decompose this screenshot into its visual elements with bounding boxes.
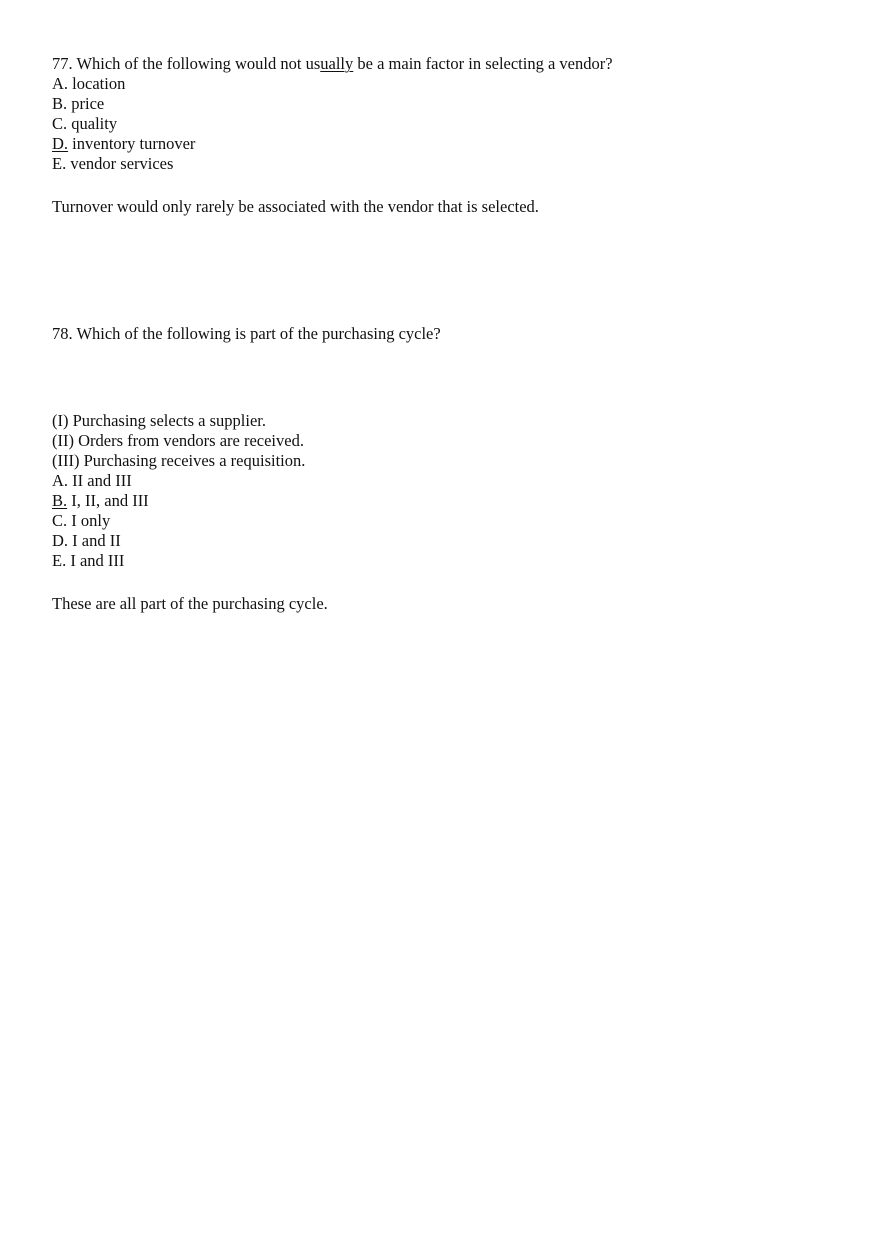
question-78-option-a (52, 471, 852, 491)
question-77-option-e (52, 154, 852, 174)
option-marker: A. (52, 471, 69, 490)
option-marker: B. (52, 94, 68, 113)
option-text: quality (67, 114, 118, 133)
question-77-stem-underlined: ually (320, 54, 354, 73)
option-text: I, II, and III (67, 491, 149, 510)
option-text: I and II (68, 531, 121, 550)
option-text: vendor services (66, 154, 174, 173)
option-text: I only (67, 511, 111, 530)
correct-option-marker: D. (52, 134, 69, 153)
question-77-stem-prefix: 77. Which of the following would not us (52, 54, 321, 73)
question-78-stem: 78. Which of the following is part of the purchasing cycle? (52, 324, 441, 343)
option-marker: C. (52, 114, 68, 133)
option-marker: C. (52, 511, 68, 530)
option-text: inventory turnover (68, 134, 196, 153)
question-77-option-c (52, 114, 852, 134)
question-78-statement-3: (III) Purchasing receives a requisition. (52, 451, 306, 470)
question-78-body (52, 411, 852, 614)
option-marker: A. (52, 74, 69, 93)
question-78-option-b (52, 491, 852, 511)
option-marker: E. (52, 154, 67, 173)
question-77-stem (52, 54, 852, 74)
question-77-option-b (52, 94, 852, 114)
question-77-option-a (52, 74, 852, 94)
question-77-stem-suffix: be a main factor in selecting a vendor? (353, 54, 613, 73)
option-text: location (68, 74, 126, 93)
question-78-option-e (52, 551, 852, 571)
option-text: price (67, 94, 105, 113)
correct-option-marker: B. (52, 491, 68, 510)
question-77-explanation: Turnover would only rarely be associated with the vendor that is selected. (52, 197, 539, 216)
question-78-statement-1: (I) Purchasing selects a supplier. (52, 411, 266, 430)
question-78-option-c (52, 511, 852, 531)
question-78-explanation: These are all part of the purchasing cycle. (52, 594, 328, 613)
option-text: I and III (66, 551, 125, 570)
question-77-option-d (52, 134, 852, 154)
question-77 (52, 54, 852, 217)
option-marker: E. (52, 551, 67, 570)
option-marker: D. (52, 531, 69, 550)
question-78-statement-2: (II) Orders from vendors are received. (52, 431, 304, 450)
option-text: II and III (68, 471, 132, 490)
question-78 (52, 324, 852, 344)
question-78-option-d (52, 531, 852, 551)
